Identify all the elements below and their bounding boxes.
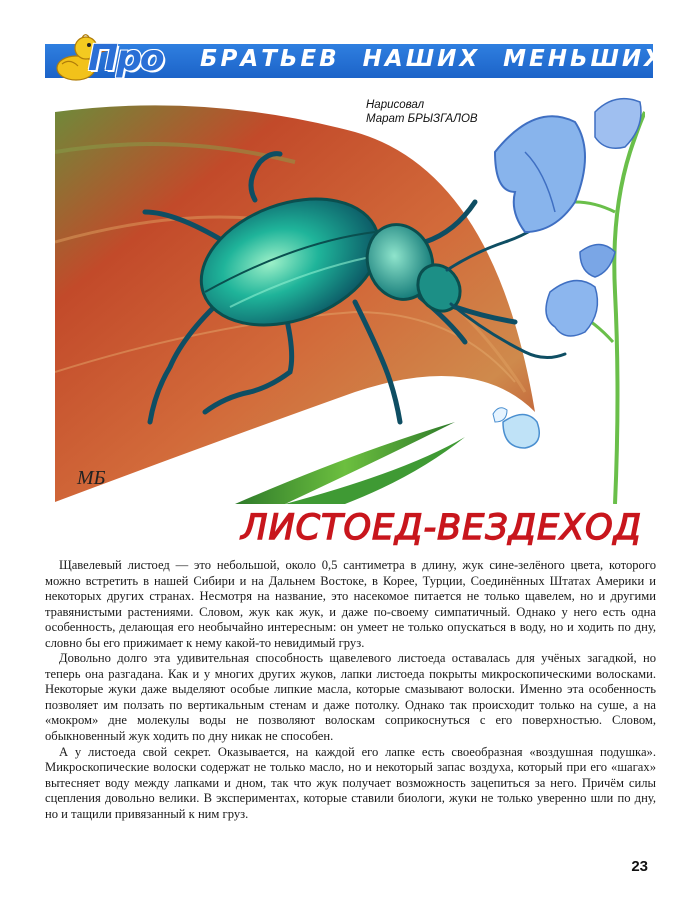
article-body: [45, 558, 656, 822]
section-title: БРАТЬЕВ НАШИХ МЕНЬШИХ: [200, 46, 665, 72]
credit-line-1: Нарисовал: [366, 99, 425, 111]
article-paragraph: А у листоеда свой секрет. Оказывается, на каждой его лапке есть своеобразная «воздушная подушка». Микроскопические волоски содержат не только масло, но и некоторый запас воздуха, который при его «шагах» вытесняет воду между лапками и дном, так что жук получает возможность зацепиться за него. Причём силы сцепления довольно велики. В экспериментах, которые ставили биологи, жуки не только уверенно шли по дну, но и тащили привязанный к ним груз.: [45, 744, 656, 821]
article-paragraph: Щавелевый листоед — это небольшой, около 0,5 сантиметра в длину, жук сине-зелёного цвета, которого можно встретить в нашей Сибири и на Дальнем Востоке, в Корее, Турции, Соединённых Штатах Америки и некоторых других странах. Несмотря на название, это насекомое питается не только щавелем, но и другими травянистыми растениями. Словом, жук как жук, и даже по-своему симпатичный. Однако у него есть одна особенность, делающая его необычайно интересным: он умеет не только опускаться в воду, но и ходить по дну, словно бы его прижимает к нему какой-то невидимый груз.: [45, 558, 656, 650]
logo-text: Про: [88, 38, 163, 79]
illustration-credit: [366, 98, 478, 126]
credit-line-2: Марат БРЫЗГАЛОВ: [366, 113, 478, 125]
section-logo: [52, 24, 202, 84]
page-number: 23: [631, 858, 648, 875]
article-paragraph: Довольно долго эта удивительная способность щавелевого листоеда оставалась для учёных загадкой, но теперь она разгадана. Как и у многих других жуков, лапки листоеда покрыты микроскопическими волосками. Некоторые жуки даже выделяют особые липкие масла, которые смазывают волоски. Именно эта особенность позволяет им ползать по вертикальным стенам и даже потолку. Однако так происходит только на суше, а на «мокром» дне молекулы воды не позволяют волоскам соприкоснуться с его поверхностью. Словом, обыкновенный жук ходить по дну никак не способен.: [45, 651, 656, 744]
artist-signature: МБ: [77, 467, 106, 489]
beetle-illustration: [55, 92, 645, 504]
article-title: ЛИСТОЕД-ВЕЗДЕХОД: [241, 508, 642, 548]
